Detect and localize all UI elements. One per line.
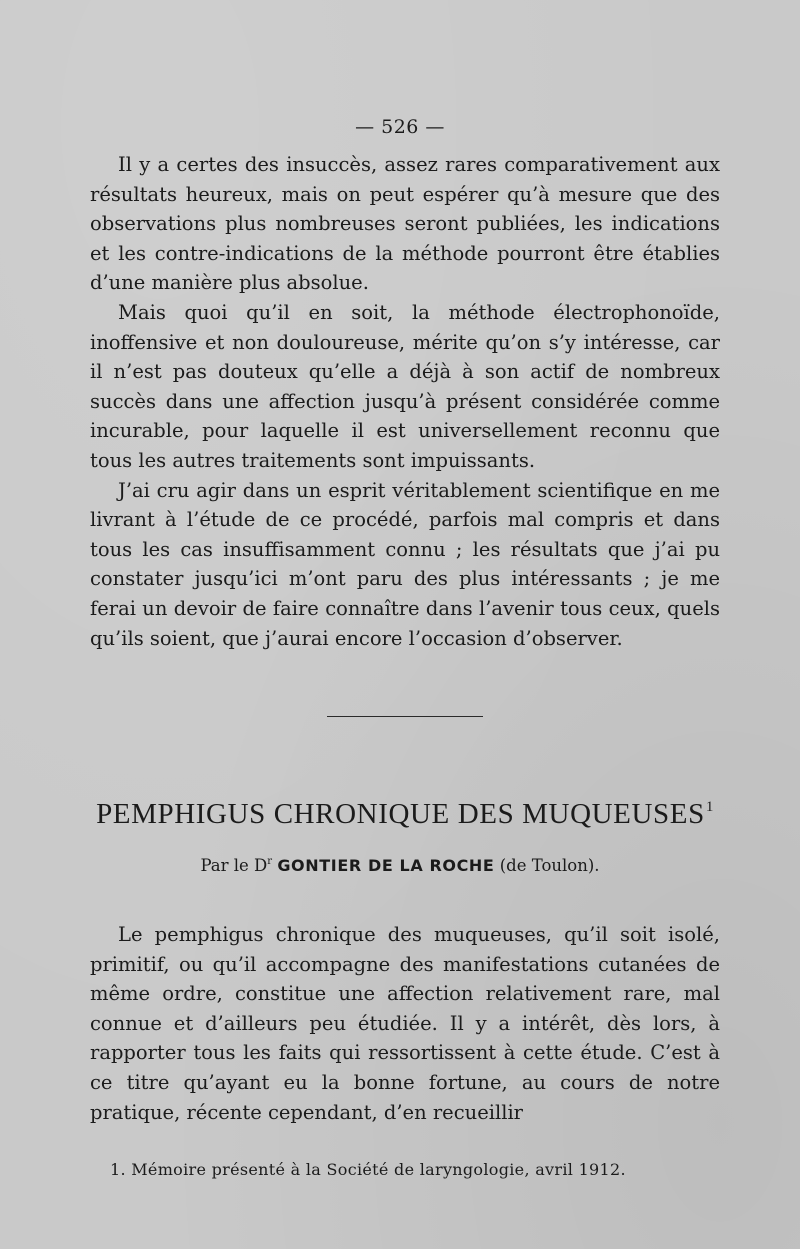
footnote: 1. Mémoire présenté à la Société de laryngologie, avril 1912. xyxy=(110,1160,626,1179)
paragraph: J’ai cru agir dans un esprit véritablement scientifique en me livrant à l’étude de ce procédé, parfois mal compris et dans tous les cas insuffisamment connu ; les résultats que j’ai pu constater jusqu’ici m’ont paru des plus intéressants ; je me ferai un devoir de faire connaître dans l’avenir tous ceux, quels qu’ils soient, que j’aurai encore l’occasion d’observer. xyxy=(90,478,720,650)
paragraph: Mais quoi qu’il en soit, la méthode électrophonoïde, inoffensive et non douloureuse, mérite qu’on s’y intéresse, car il n’est pas douteux qu’elle a déjà à son actif de nombreux succès dans une affection jusqu’à présent considérée comme incurable, pour laquelle il est universellement reconnu que tous les autres traitements sont impuissants. xyxy=(90,300,720,472)
paragraph: Le pemphigus chronique des muqueuses, qu’il soit isolé, primitif, ou qu’il accompagne des manifestations cutanées de même ordre, constitue une affection relativement rare, mal connue et d’ailleurs peu étudiée. Il y a intérêt, dès lors, à rapporter tous les faits qui ressortissent à cette étude. C’est à ce titre qu’ayant eu la bonne fortune, au cours de notre pratique, récente cependant, d’en recueillir xyxy=(90,923,720,1124)
page-number: — 526 — xyxy=(355,116,445,138)
byline-prefix: Par le D xyxy=(200,856,268,875)
article-byline xyxy=(0,856,800,875)
article-body xyxy=(90,920,720,1127)
author-name: GONTIER DE LA ROCHE xyxy=(277,856,495,875)
article-title xyxy=(90,798,720,831)
byline-prefix-sup: r xyxy=(267,856,273,867)
previous-article-conclusion xyxy=(90,150,720,653)
paragraph: Il y a certes des insuccès, assez rares comparativement aux résultats heureux, mais on peut espérer qu’à mesure que des observations plus nombreuses seront publiées, les indications et les contre-indications de la méthode pourront être établies d’une manière plus absolue. xyxy=(90,153,720,295)
footnote-mark: 1 xyxy=(705,799,714,815)
section-divider xyxy=(327,716,483,717)
article-title-text: PEMPHIGUS CHRONIQUE DES MUQUEUSES xyxy=(96,798,705,830)
byline-suffix: (de Toulon). xyxy=(499,856,600,875)
